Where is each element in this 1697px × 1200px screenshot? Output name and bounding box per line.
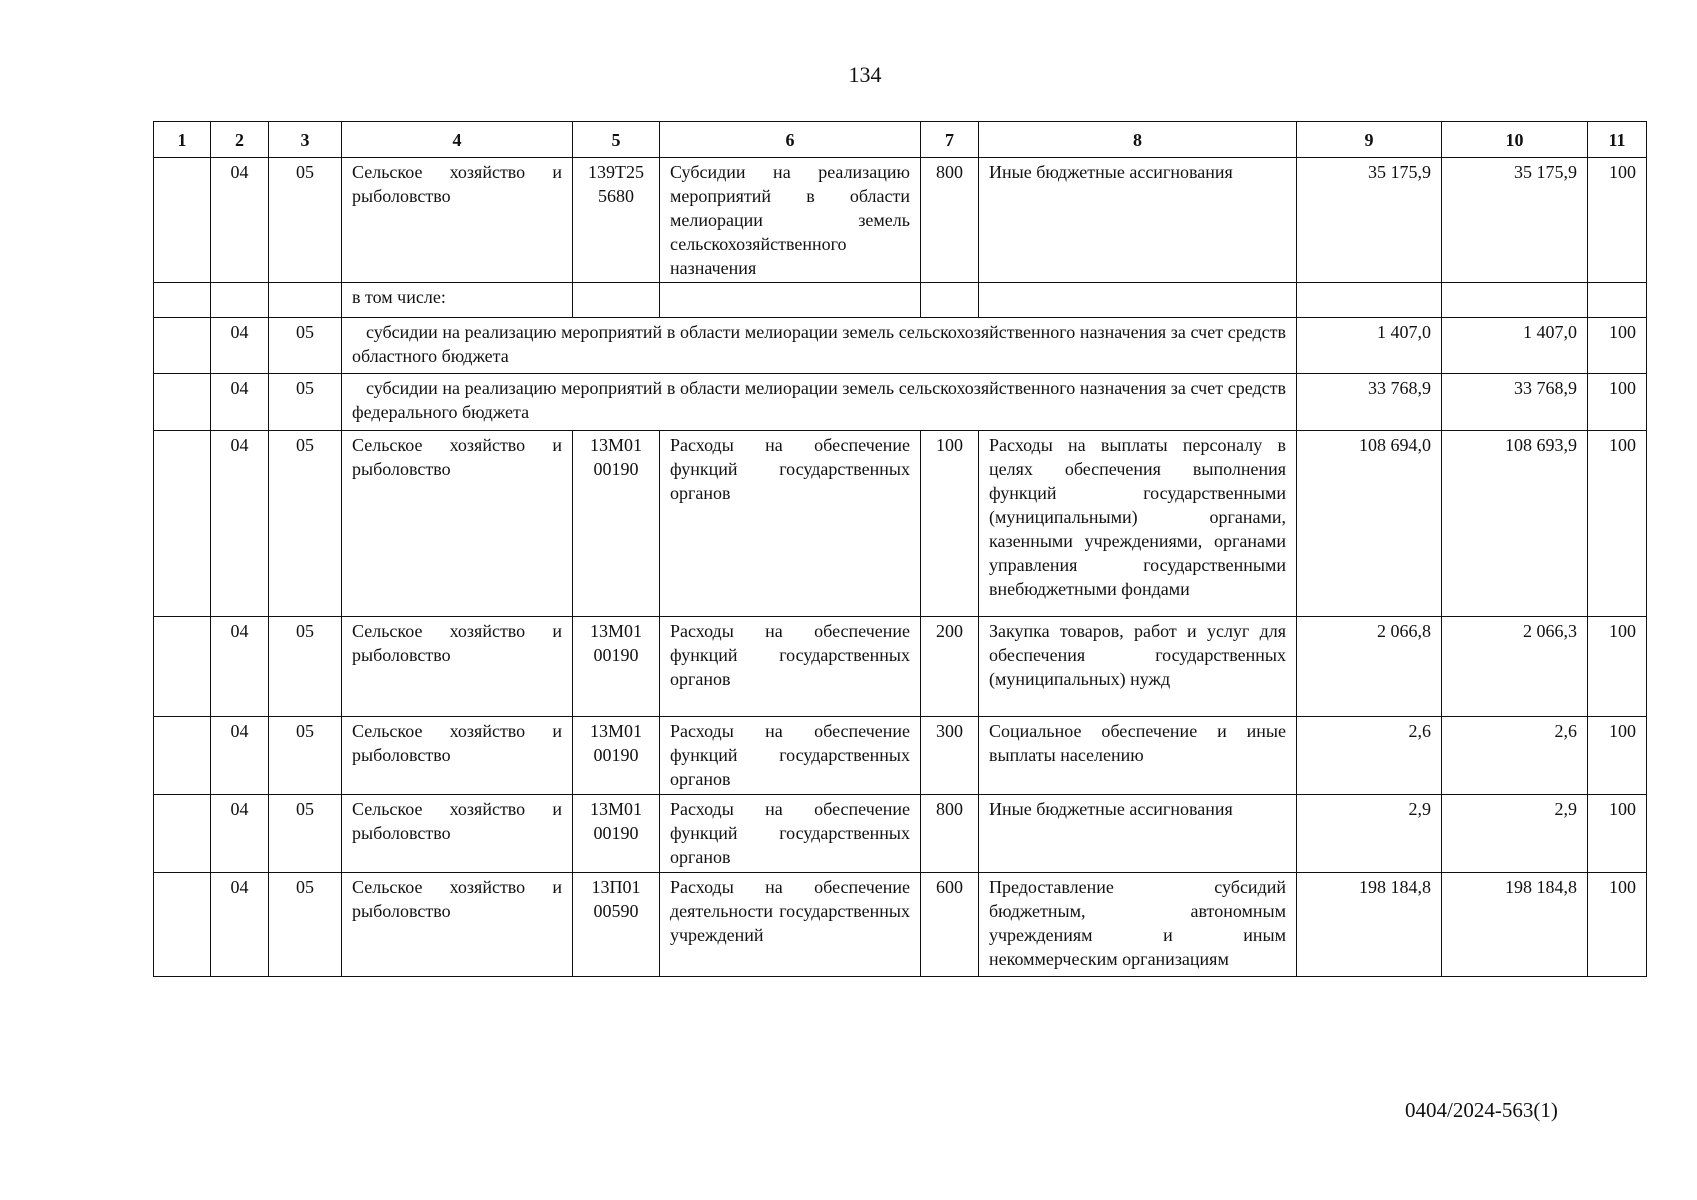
section-code: 04	[211, 318, 269, 374]
row-number	[154, 873, 211, 977]
table-row	[154, 158, 1647, 283]
table-row	[154, 873, 1647, 977]
row-number	[154, 158, 211, 283]
target-article-name: Расходы на обеспечение функций государственных органов	[660, 795, 921, 873]
row-number	[154, 795, 211, 873]
execution-percent: 100	[1588, 158, 1647, 283]
section-code: 04	[211, 431, 269, 617]
expense-type-name: Иные бюджетные ассигнования	[979, 795, 1297, 873]
page-number: 134	[848, 62, 882, 87]
target-article: 13М01 00190	[573, 795, 660, 873]
column-header: 6	[660, 122, 921, 158]
column-header: 5	[573, 122, 660, 158]
subsection-code: 05	[269, 617, 342, 717]
empty-cell	[1297, 283, 1442, 318]
column-header: 3	[269, 122, 342, 158]
executed-amount: 33 768,9	[1442, 374, 1588, 431]
row-number	[154, 318, 211, 374]
row-number	[154, 374, 211, 431]
section-name: Сельское хозяйство и рыболовство	[342, 158, 573, 283]
planned-amount: 1 407,0	[1297, 318, 1442, 374]
table-body	[154, 158, 1647, 977]
execution-percent: 100	[1588, 873, 1647, 977]
executed-amount: 198 184,8	[1442, 873, 1588, 977]
executed-amount: 108 693,9	[1442, 431, 1588, 617]
target-article: 13П01 00590	[573, 873, 660, 977]
section-name: Сельское хозяйство и рыболовство	[342, 873, 573, 977]
empty-cell	[269, 283, 342, 318]
section-code: 04	[211, 717, 269, 795]
column-header: 7	[921, 122, 979, 158]
planned-amount: 2,6	[1297, 717, 1442, 795]
table-row	[154, 431, 1647, 617]
subheading-text: в том числе:	[342, 283, 573, 318]
table-row	[154, 374, 1647, 431]
target-article-name: Субсидии на реализацию мероприятий в области мелиорации земель сельскохозяйственного назначения	[660, 158, 921, 283]
section-name: Сельское хозяйство и рыболовство	[342, 617, 573, 717]
section-name: Сельское хозяйство и рыболовство	[342, 717, 573, 795]
section-code: 04	[211, 158, 269, 283]
section-code: 04	[211, 617, 269, 717]
budget-table	[153, 121, 1647, 977]
column-header: 4	[342, 122, 573, 158]
subsection-code: 05	[269, 873, 342, 977]
expense-type-code: 100	[921, 431, 979, 617]
column-header: 8	[979, 122, 1297, 158]
execution-percent: 100	[1588, 431, 1647, 617]
subsection-code: 05	[269, 318, 342, 374]
subsection-code: 05	[269, 431, 342, 617]
table-row	[154, 717, 1647, 795]
section-name: Сельское хозяйство и рыболовство	[342, 795, 573, 873]
empty-cell	[573, 283, 660, 318]
subsection-code: 05	[269, 795, 342, 873]
section-code: 04	[211, 374, 269, 431]
document-code: 0404/2024-563(1)	[1405, 1098, 1558, 1122]
executed-amount: 2,9	[1442, 795, 1588, 873]
planned-amount: 35 175,9	[1297, 158, 1442, 283]
column-header: 2	[211, 122, 269, 158]
expense-type-code: 200	[921, 617, 979, 717]
target-article-name: Расходы на обеспечение функций государственных органов	[660, 617, 921, 717]
empty-cell	[1588, 283, 1647, 318]
executed-amount: 1 407,0	[1442, 318, 1588, 374]
expense-type-code: 600	[921, 873, 979, 977]
empty-cell	[660, 283, 921, 318]
subsection-code: 05	[269, 374, 342, 431]
merged-description: субсидии на реализацию мероприятий в области мелиорации земель сельскохозяйственного назначения за счет средств областного бюджета	[342, 318, 1297, 374]
empty-cell	[154, 283, 211, 318]
row-number	[154, 717, 211, 795]
target-article-name: Расходы на обеспечение функций государственных органов	[660, 717, 921, 795]
empty-cell	[211, 283, 269, 318]
execution-percent: 100	[1588, 374, 1647, 431]
section-name: Сельское хозяйство и рыболовство	[342, 431, 573, 617]
column-header: 10	[1442, 122, 1588, 158]
expense-type-name: Закупка товаров, работ и услуг для обеспечения государственных (муниципальных) нужд	[979, 617, 1297, 717]
subsection-code: 05	[269, 717, 342, 795]
planned-amount: 2,9	[1297, 795, 1442, 873]
planned-amount: 2 066,8	[1297, 617, 1442, 717]
executed-amount: 2 066,3	[1442, 617, 1588, 717]
header-row	[154, 122, 1647, 158]
execution-percent: 100	[1588, 318, 1647, 374]
planned-amount: 198 184,8	[1297, 873, 1442, 977]
target-article-name: Расходы на обеспечение деятельности государственных учреждений	[660, 873, 921, 977]
executed-amount: 35 175,9	[1442, 158, 1588, 283]
expense-type-code: 800	[921, 795, 979, 873]
column-header: 11	[1588, 122, 1647, 158]
empty-cell	[921, 283, 979, 318]
target-article: 139Т25 5680	[573, 158, 660, 283]
target-article: 13М01 00190	[573, 717, 660, 795]
execution-percent: 100	[1588, 717, 1647, 795]
section-code: 04	[211, 795, 269, 873]
target-article: 13М01 00190	[573, 617, 660, 717]
table-row	[154, 795, 1647, 873]
row-number	[154, 431, 211, 617]
expense-type-name: Социальное обеспечение и иные выплаты населению	[979, 717, 1297, 795]
section-code: 04	[211, 873, 269, 977]
column-header: 1	[154, 122, 211, 158]
table-row	[154, 283, 1647, 318]
empty-cell	[979, 283, 1297, 318]
execution-percent: 100	[1588, 617, 1647, 717]
expense-type-name: Предоставление субсидий бюджетным, автономным учреждениям и иным некоммерческим организациям	[979, 873, 1297, 977]
table-row	[154, 617, 1647, 717]
subsection-code: 05	[269, 158, 342, 283]
expense-type-code: 300	[921, 717, 979, 795]
row-number	[154, 617, 211, 717]
execution-percent: 100	[1588, 795, 1647, 873]
table-row	[154, 318, 1647, 374]
column-header: 9	[1297, 122, 1442, 158]
expense-type-code: 800	[921, 158, 979, 283]
target-article: 13М01 00190	[573, 431, 660, 617]
empty-cell	[1442, 283, 1588, 318]
target-article-name: Расходы на обеспечение функций государственных органов	[660, 431, 921, 617]
expense-type-name: Расходы на выплаты персоналу в целях обеспечения выполнения функций государственными (муниципальными) органами, казенными учреждениями, органами управления государственными внебюджетными фондами	[979, 431, 1297, 617]
expense-type-name: Иные бюджетные ассигнования	[979, 158, 1297, 283]
planned-amount: 33 768,9	[1297, 374, 1442, 431]
planned-amount: 108 694,0	[1297, 431, 1442, 617]
executed-amount: 2,6	[1442, 717, 1588, 795]
merged-description: субсидии на реализацию мероприятий в области мелиорации земель сельскохозяйственного назначения за счет средств федерального бюджета	[342, 374, 1297, 431]
